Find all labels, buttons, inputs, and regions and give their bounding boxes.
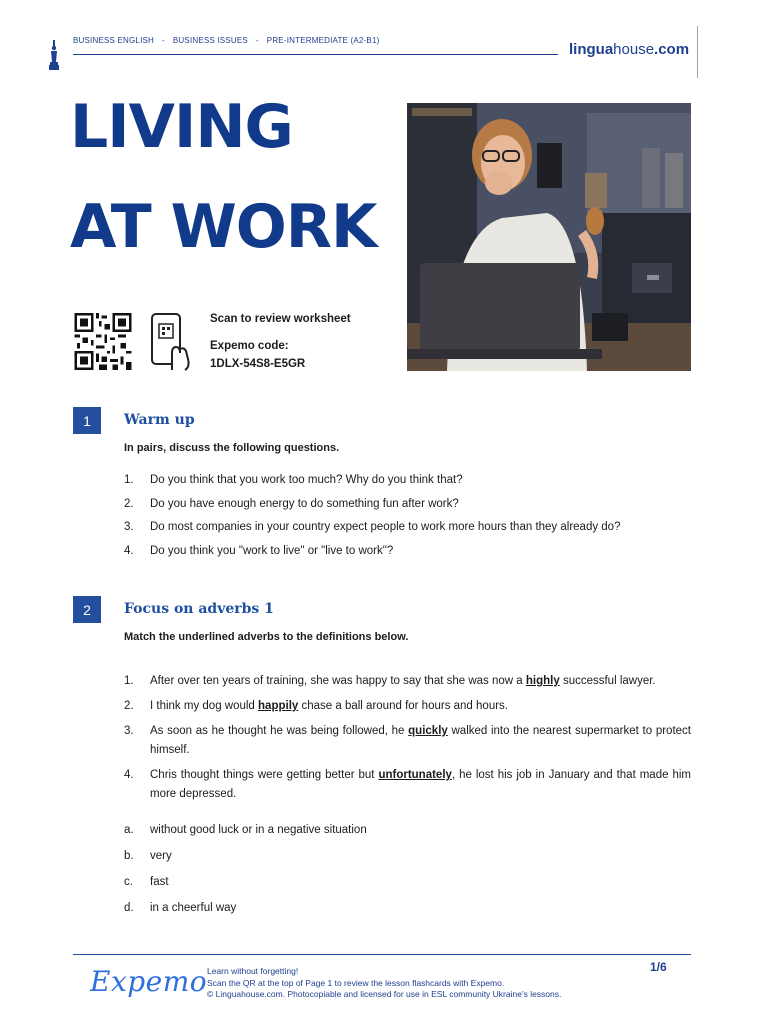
statue-of-liberty-icon (47, 40, 61, 70)
phone-scan-icon (150, 313, 192, 371)
list-item (124, 697, 691, 716)
definition-text: without good luck or in a negative situation (150, 824, 367, 836)
underlined-adverb: highly (525, 675, 560, 687)
list-item (124, 824, 694, 850)
footer-instruction: Scan the QR at the top of Page 1 to review the lesson flashcards with Expemo. (207, 977, 505, 988)
brand-light: house (613, 41, 655, 58)
list-item (124, 498, 694, 522)
list-item (124, 474, 694, 498)
hero-photo (407, 103, 691, 371)
section-1-instruction: In pairs, discuss the following questions. (124, 442, 340, 454)
item-number: 3. (124, 521, 134, 533)
sentence-after: walked into the nearest supermarket to protect himself. (150, 725, 691, 756)
sentence-before: Chris thought things were getting better but (150, 769, 379, 781)
section-1-number: 1 (73, 407, 101, 434)
sentence-after: , he lost his job in January and that made him more depressed. (150, 769, 691, 800)
item-letter: d. (124, 902, 134, 914)
item-number: 1. (124, 675, 134, 687)
question-text: Do you have enough energy to do something fun after work? (150, 497, 459, 510)
sentence-after: successful lawyer. (559, 675, 656, 687)
brand-divider (697, 26, 698, 78)
adverb-definitions (124, 824, 694, 928)
question-text: Do most companies in your country expect people to work more hours than they already do? (150, 521, 621, 533)
qr-code-icon[interactable] (73, 313, 133, 370)
item-number: 2. (124, 700, 134, 712)
footer-text (207, 966, 561, 1001)
worksheet-title-line-1: LIVING (70, 92, 293, 162)
section-1-title: Warm up (124, 412, 195, 428)
brand-bold: lingua (569, 41, 614, 58)
list-item (124, 850, 694, 876)
expemo-logo[interactable]: Expemo (90, 965, 208, 998)
item-number: 2. (124, 497, 134, 510)
item-letter: c. (124, 876, 133, 888)
definition-text: in a cheerful way (150, 902, 237, 914)
list-item (124, 545, 694, 569)
expemo-code-value: 1DLX-54S8-E5GR (210, 358, 306, 370)
list-item (124, 722, 691, 760)
breadcrumb-item-topic[interactable]: BUSINESS ISSUES (172, 36, 248, 45)
warm-up-questions (124, 474, 694, 568)
expemo-code-label: Expemo code: (210, 340, 289, 352)
section-2-title: Focus on adverbs 1 (124, 601, 274, 617)
item-number: 4. (124, 544, 134, 557)
worksheet-title-line-2: AT WORK (70, 192, 377, 262)
list-item (124, 672, 691, 691)
breadcrumb-item-course[interactable]: BUSINESS ENGLISH (73, 36, 155, 45)
footer-divider (73, 954, 691, 955)
breadcrumb-separator: - (255, 36, 259, 45)
brand-tld: .com (654, 41, 690, 58)
sentence-before: As soon as he thought he was being followed, he (150, 725, 409, 737)
list-item (124, 876, 694, 902)
item-number: 4. (124, 769, 134, 781)
sentence-before: After over ten years of training, she was happy to say that she was now a (150, 675, 526, 687)
question-text: Do you think that you work too much? Why do you think that? (150, 474, 463, 486)
section-2-number: 2 (73, 596, 101, 623)
breadcrumb-separator: - (162, 36, 165, 45)
item-letter: a. (124, 824, 134, 836)
underlined-adverb: unfortunately (378, 769, 452, 781)
underlined-adverb: happily (258, 700, 299, 712)
section-2-instruction: Match the underlined adverbs to the definitions below. (124, 631, 409, 643)
list-item (124, 902, 694, 928)
breadcrumb (73, 36, 379, 45)
list-item (124, 521, 694, 545)
scan-label: Scan to review worksheet (210, 313, 351, 325)
question-text: Do you think you "work to live" or "live to work"? (150, 544, 394, 557)
item-number: 3. (124, 725, 134, 737)
item-letter: b. (124, 850, 134, 862)
list-item (124, 766, 691, 804)
page-number: 1/6 (650, 960, 667, 974)
item-number: 1. (124, 474, 134, 486)
adverb-sentences (124, 672, 691, 810)
header-divider (73, 54, 558, 55)
definition-text: fast (150, 876, 169, 888)
linguahouse-logo[interactable] (569, 41, 689, 58)
definition-text: very (150, 850, 172, 862)
sentence-before: I think my dog would (150, 700, 259, 712)
underlined-adverb: quickly (408, 725, 448, 737)
footer-tagline: Learn without forgetting! (207, 966, 299, 976)
breadcrumb-item-level[interactable]: PRE-INTERMEDIATE (A2-B1) (266, 36, 380, 45)
footer-copyright: © Linguahouse.com. Photocopiable and licensed for use in ESL community Ukraine's lessons. (207, 989, 562, 999)
sentence-after: chase a ball around for hours and hours. (298, 700, 508, 712)
